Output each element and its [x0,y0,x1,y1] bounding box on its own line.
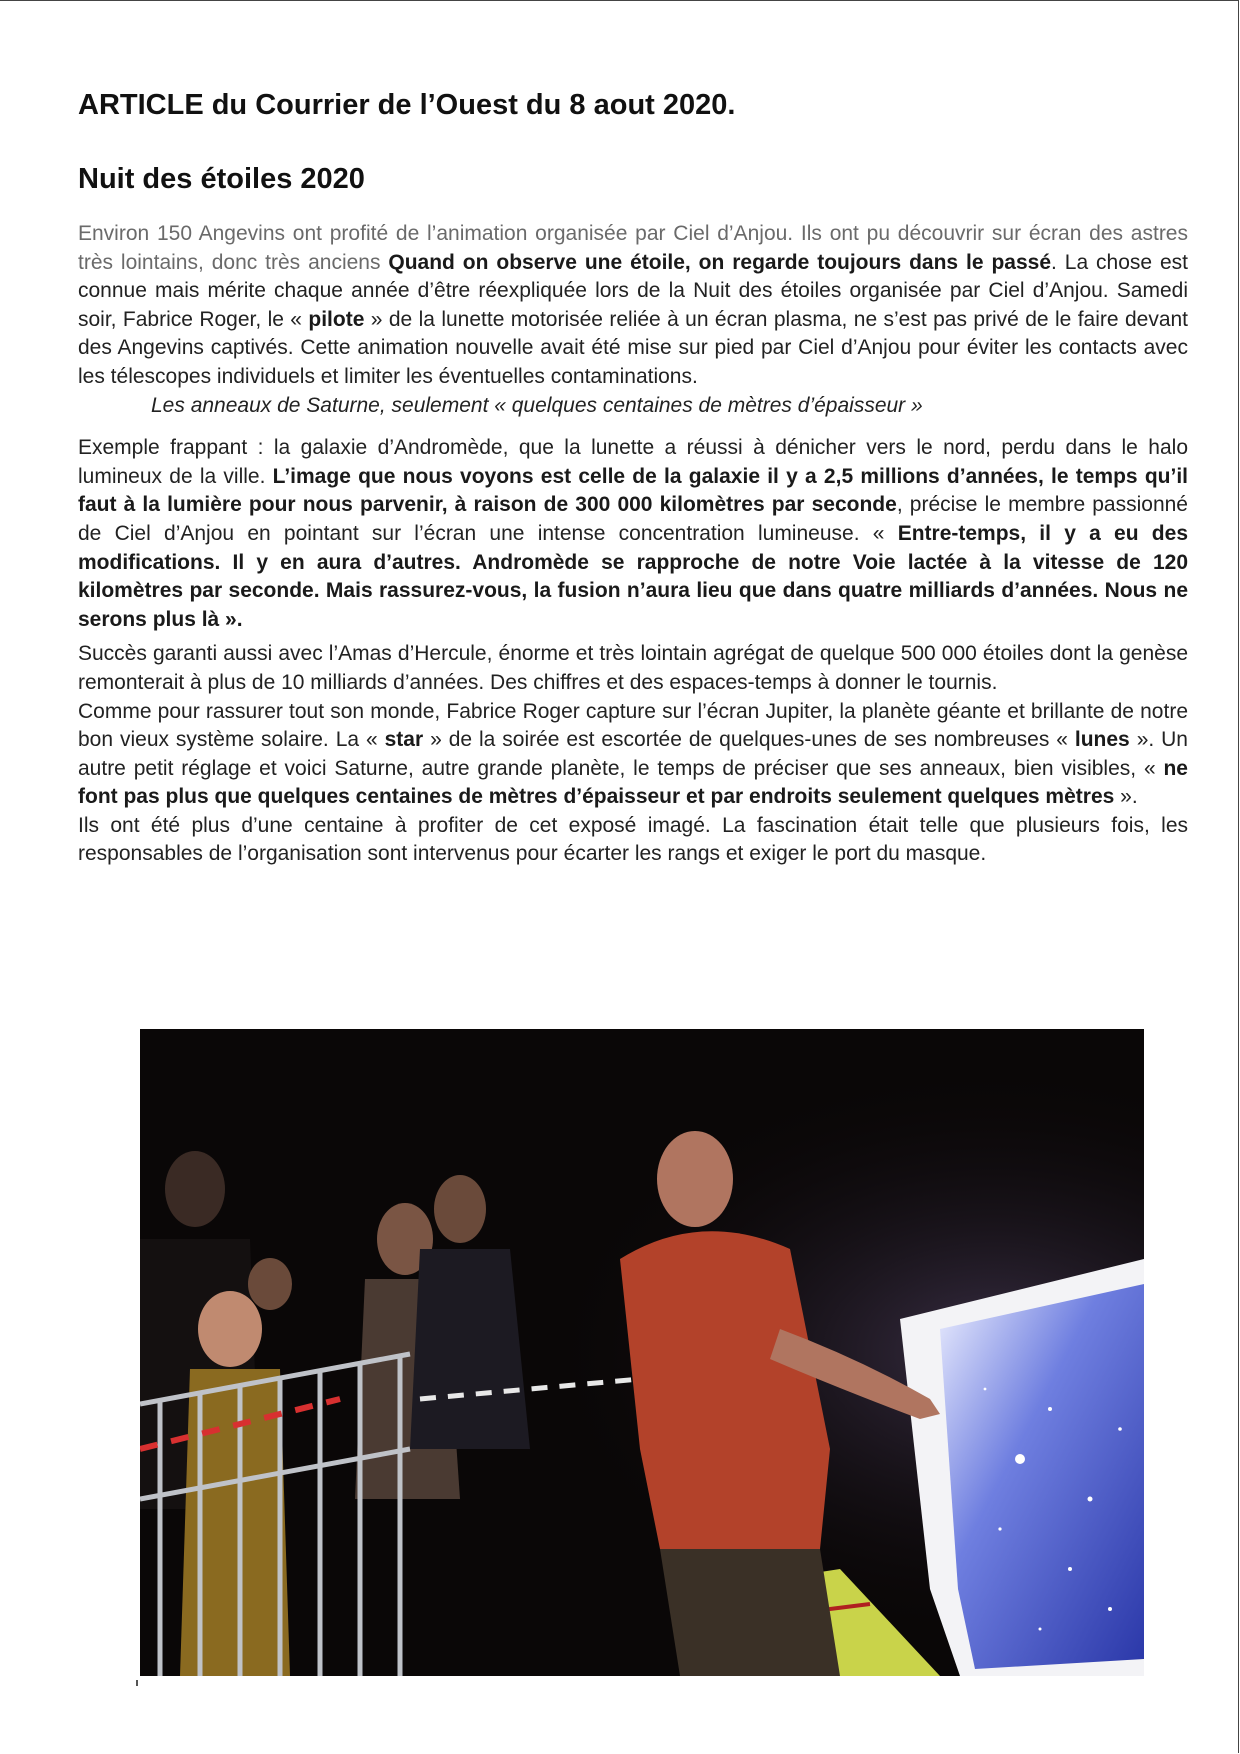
paragraph-text: » de la lunette motorisée reliée à un écran plasma, ne s’est pas privé de le faire devant des Angevins captivés. Cette animation nouvelle avait été mise sur pied par Ciel d’Anjou pour éviter les contacts avec les télescopes individuels et limiter les éventuelles contaminations. [78,307,1189,388]
paragraph-text: » de la soirée est escortée de quelques-unes de ses nombreuses « [423,728,1075,752]
article-body [78,220,1188,869]
paragraph-jupiter [78,698,1188,812]
quote-bold: ne font pas plus que quelques centaines de mètres d’épaisseur et par endroits seulement quelques mètres [78,756,1188,809]
child-head [198,1291,262,1367]
section-caption: Les anneaux de Saturne, seulement « quelques centaines de mètres d’épaisseur » [151,393,923,417]
paragraph-text: Comme pour rassurer tout son monde, Fabrice Roger capture sur l’écran Jupiter, la planète géante et brillante de notre bon vieux système solaire. La « [78,699,1188,752]
photo-illustration [140,1029,1144,1676]
article-subtitle: Nuit des étoiles 2020 [78,163,365,195]
paragraph-text: ». [1114,785,1138,809]
paragraph-intro [78,220,1188,392]
quote-bold: pilote [308,307,365,331]
spectator-head [434,1175,486,1243]
paragraph-conclusion: Ils ont été plus d’une centaine à profiter de cet exposé imagé. La fascination était telle que plusieurs fois, les responsables de l’organisation sont intervenus pour écarter les rangs et exiger le port du masque. [78,813,1188,866]
quote-bold: lunes [1074,728,1130,752]
paragraph-text: ». Un autre petit réglage et voici Saturne, autre grande planète, le temps de préciser que ses anneaux, bien visibles, « [78,728,1188,780]
spectator-head [165,1151,225,1227]
presenter-legs [660,1549,840,1676]
spectator-body [410,1249,530,1449]
article-photo [140,1029,1144,1676]
quote-bold: star [384,728,424,752]
paragraph-text: Exemple frappant : la galaxie d’Andromède, que la lunette a réussi à dénicher vers le nord, perdu dans le halo lumineux de la ville. [78,436,1188,488]
article-title: ARTICLE du Courrier de l’Ouest du 8 aout 2020. [78,89,736,121]
paragraph-text: , précise le membre passionné de Ciel d’Anjou en pointant sur l’écran une intense concentration lumineuse. « [78,493,1188,545]
child-head [248,1258,292,1310]
projection-screen [940,1284,1144,1669]
presenter-head [657,1131,733,1227]
quote-bold: Quand on observe une étoile, on regarde toujours dans le passé [388,250,1052,274]
article [78,88,1188,869]
quote-bold: L’image que nous voyons est celle de la galaxie il y a 2,5 millions d’années, le temps qu’il faut à la lumière pour nous parvenir, à raison de 300 000 kilomètres par seconde [78,464,1188,517]
intro-text: Environ 150 Angevins ont profité de l’animation organisée par Ciel d’Anjou. Ils ont pu découvrir sur écran des astres très lointains, donc très anciens [78,222,1188,274]
paragraph-andromeda [78,434,1188,634]
quote-bold: Entre-temps, il y a eu des modifications. Il y en aura d’autres. Andromède se rapproche de notre Voie lactée à la vitesse de 120 kilomètres par seconde. Mais rassurez-vous, la fusion n’aura lieu que dans quatre milliards d’années. Nous ne serons plus là ». [78,521,1188,631]
paragraph-hercule: Succès garanti aussi avec l’Amas d’Hercule, énorme et très lointain agrégat de quelque 500 000 étoiles dont la genèse remonterait à plus de 10 milliards d’années. Des chiffres et des espaces-temps à donner le tournis. [78,642,1188,694]
page-mark [136,1680,138,1686]
paragraph-text: . La chose est connue mais mérite chaque année d’être réexpliquée lors de la Nuit des étoiles organisée par Ciel d’Anjou. Samedi soir, Fabrice Roger, le « [78,250,1189,331]
